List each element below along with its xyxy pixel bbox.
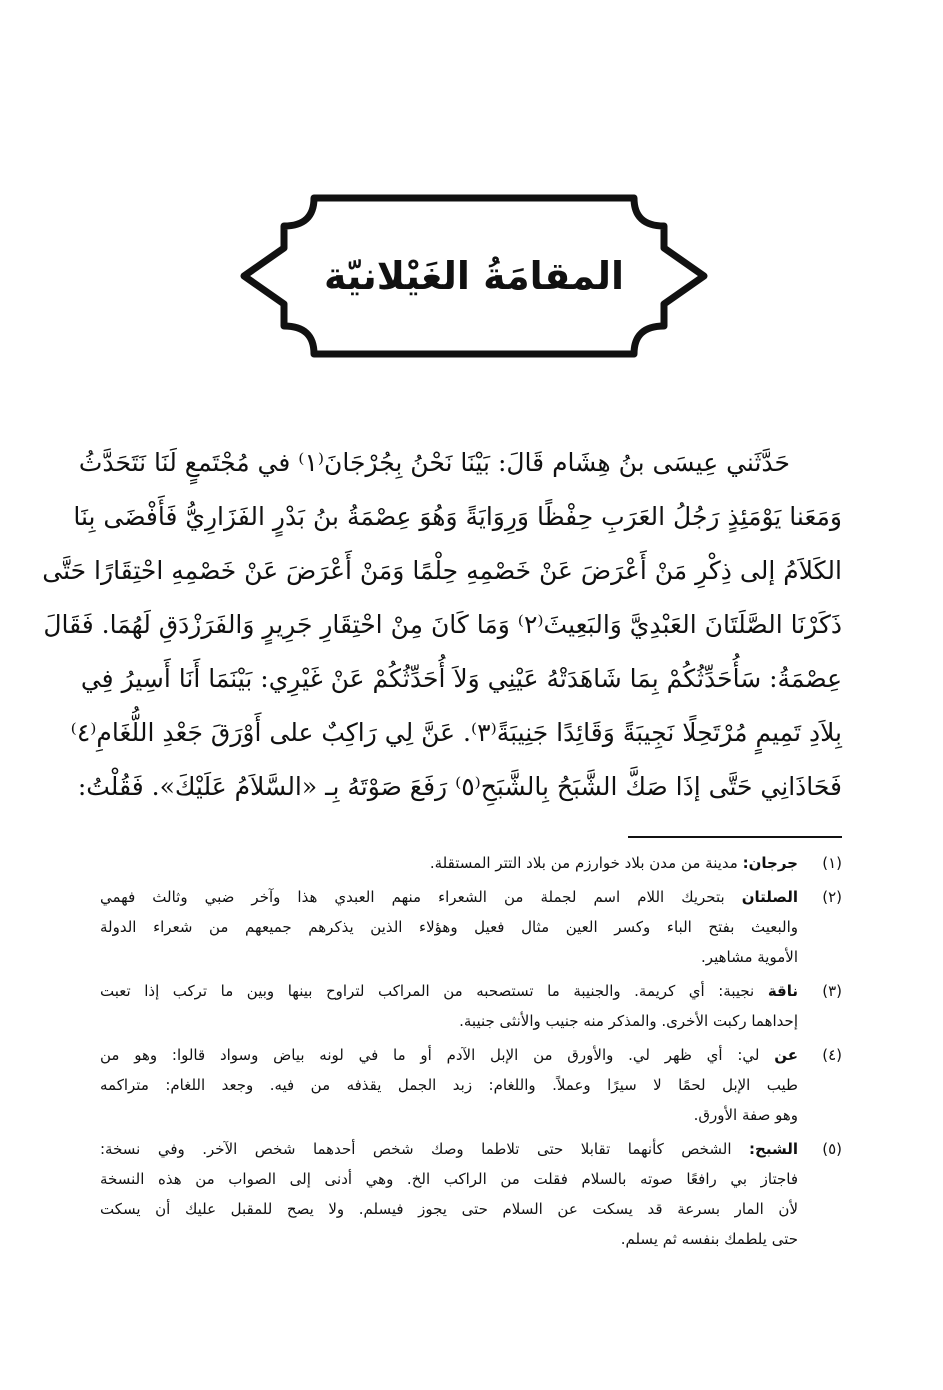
footnote-separator	[628, 836, 842, 838]
footnote-line: حتى يلطمك بنفسه ثم يسلم.	[620, 1230, 798, 1248]
footnote	[100, 848, 842, 878]
footnote-line: طيب الإبل لحمًا لا سيرًا وعملاً. واللغام: زبد الجمل يقذفه من فيه. وجعد اللغام: متراكمه	[100, 1076, 798, 1094]
footnote-term: جرجان:	[742, 854, 798, 872]
footnote-text: لي: أي ظهر لي. والأورق من الإبل الآدم أو ما في لونه بياض وسواد قالوا: وهو من	[100, 1046, 760, 1064]
footnote-line: والبعيث بفتح الباء وكسر العين مثال فعيل وهؤلاء الذين يذكرهم جميعهم من شعراء الدولة	[100, 918, 798, 936]
footnote-term: الشبح:	[749, 1140, 798, 1158]
footnote-line	[100, 976, 798, 1006]
footnote-number: (١)	[822, 854, 842, 872]
footnote	[100, 882, 842, 972]
text-line: الكَلاَمُ إلى ذِكْرِ مَنْ أَعْرَضَ عَنْ خَصْمِهِ حِلْمًا وَمَنْ أَعْرَضَ عَنْ خَصْمِهِ احْتِقَارًا حَتَّى	[42, 556, 842, 585]
footnote-number: (٢)	[822, 888, 842, 906]
footnote	[100, 1040, 842, 1130]
title-frame	[236, 188, 712, 364]
footnote-line: وهو صفة الأورق.	[693, 1106, 798, 1124]
footnote-term: الصلتان	[741, 888, 798, 906]
footnote-number: (٣)	[822, 982, 842, 1000]
footnote	[100, 976, 842, 1036]
footnote-term: عن	[774, 1046, 798, 1064]
text-line: ذَكَرْنَا الصَّلَتَانَ العَبْدِيَّ وَالبَعِيثَ⁽٢⁾ وَمَا كَانَ مِنْ احْتِقَارِ جَرِيرٍ وَالفَرَزْدَقِ لَهُمَا. فَقَالَ	[43, 610, 842, 639]
footnote-line	[100, 848, 798, 878]
footnote-term: ناقة	[767, 982, 798, 1000]
footnote-text: مدينة من مدن بلاد خوارزم من بلاد التتر المستقلة.	[429, 854, 738, 872]
footnote-number: (٥)	[822, 1140, 842, 1158]
footnote-line: فاجتاز بي رافعًا صوته بالسلام فقلت من الراكب الخ. وهي أدنى إلى الصواب من هذه النسخة	[100, 1170, 798, 1188]
footnote-line	[100, 1040, 798, 1070]
main-text	[42, 436, 842, 814]
footnotes	[100, 848, 842, 1258]
footnote-line: إحداهما ركبت الأخرى. والمذكر منه جنيب والأنثى جنيبة.	[459, 1012, 798, 1030]
text-line: وَمَعَنا يَوْمَئِذٍ رَجُلُ العَرَبِ حِفْظًا وَرِوَايَةً وَهُوَ عِصْمَةُ بنُ بَدْرٍ الفَزَارِيُّ فَأَفْضَى بِنَا	[73, 502, 842, 531]
footnote-number: (٤)	[822, 1046, 842, 1064]
footnote-text: نجيبة: أي كريمة. والجنيبة ما تستصحبه من المراكب لتراوح بينها وبين ما تركب إذا تعبت	[100, 982, 755, 1000]
footnote-line: لأن المار بسرعة قد يسكت عن السلام حتى يجوز فيسلم. ولا يصح للمقبل عليك أن يسكت	[100, 1200, 798, 1218]
text-line: حَدَّثَني عِيسَى بنُ هِشَام قَالَ: بَيْنَا نَحْنُ بِجُرْجَانَ⁽١⁾ في مُجْتَمعٍ لَنَا نَتَحَدَّثُ	[78, 448, 790, 477]
footnote-line: الأموية مشاهير.	[701, 948, 798, 966]
footnote-line	[100, 882, 798, 912]
footnote-text: بتحريك اللام اسم لجملة من الشعراء منهم العبدي هذا وآخر ضبي وثالث فهمي	[100, 888, 725, 906]
text-line: بِلاَدِ تَمِيمٍ مُرْتَحِلًا نَجِيبَةً وَقَائِدًا جَنِيبَةً⁽٣⁾. عَنَّ لِي رَاكِبٌ على أَوْرَقَ جَعْدِ اللُّغَامِ⁽٤⁾	[70, 718, 842, 747]
footnote-line	[100, 1134, 798, 1164]
footnote-text: الشخص كأنهما تقابلا حتى تلاطما وصك شخص أحدهما شخص الآخر. وفي نسخة:	[100, 1140, 732, 1158]
text-line: عِصْمَةُ: سَأُحَدِّثُكُمْ بِمَا شَاهَدَتْهُ عَيْنِي وَلاَ أُحَدِّثُكُمْ عَنْ غَيْرِي: بَيْنَمَا أَنَا أَسِيرُ فِي	[80, 664, 842, 693]
footnote	[100, 1134, 842, 1254]
page-title: المقامَةُ الغَيْلانيّة	[323, 254, 625, 298]
text-line: فَحَاذَانِي حَتَّى إذَا صَكَّ الشَّبَحُ بِالشَّبَحِ⁽٥⁾ رَفَعَ صَوْتَهُ بِـ «السَّلاَمُ عَلَيْكَ». فَقُلْتُ:	[77, 772, 842, 801]
